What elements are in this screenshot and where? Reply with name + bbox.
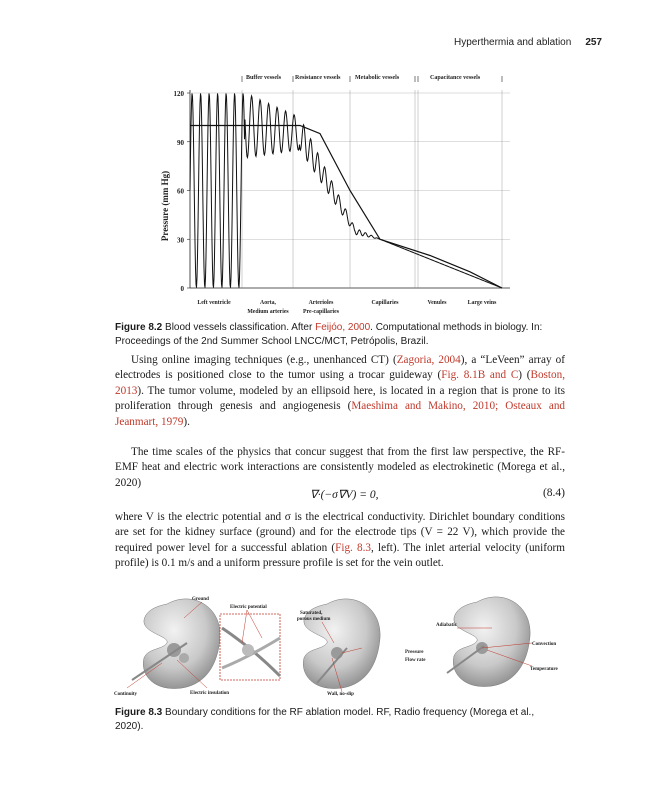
y-axis-label: Pressure (mm Hg)	[160, 170, 170, 242]
label-temperature: Temperature	[530, 667, 558, 672]
label-electric-potential: Electric potential	[230, 605, 267, 610]
label-ground: Ground	[192, 597, 209, 602]
x-label-pre-capillaries: Pre-capillaries	[303, 309, 339, 315]
fig2-text-a: Blood vessels classification. After	[165, 322, 316, 333]
y-tick-label-60: 60	[177, 187, 184, 196]
label-electric-insulation: Electric insulation	[190, 691, 230, 696]
equation-expression: ∇·(−σ∇V) = 0,	[310, 489, 379, 501]
label-convection: Convection	[532, 642, 557, 647]
label-saturated: Saturated,	[300, 611, 323, 616]
y-tick-label-90: 90	[177, 138, 184, 147]
x-label-large-veins: Large veins	[467, 300, 497, 306]
x-label-left-ventricle: Left ventricle	[197, 300, 231, 306]
fig3-label: Figure 8.3	[115, 707, 163, 718]
figure-8-3-kidney-models	[112, 588, 562, 703]
x-label-venules: Venules	[427, 300, 447, 306]
x-label-aorta: Aorta,	[260, 300, 276, 306]
top-label-resistance: Resistance vessels	[295, 75, 341, 81]
ref-fig-8-1[interactable]: Fig. 8.1B and C	[441, 369, 519, 382]
label-wall: Wall, no-slip	[327, 692, 354, 697]
fig2-label: Figure 8.2	[115, 322, 163, 333]
paragraph-2: The time scales of the physics that concur suggest that from the first law perspective, the RF-EMF heat and electric work interactions are consistently modeled as electrokinetic (Morega et al., 2020)	[115, 446, 565, 489]
ref-maeshima[interactable]: Maeshima and Makino, 2010; Osteaux and Jeanmart, 1979	[115, 400, 566, 428]
running-head	[454, 37, 602, 48]
top-label-capacitance: Capacitance vessels	[430, 75, 481, 81]
y-tick-label-120: 120	[173, 90, 184, 98]
figure-8-2-caption	[115, 321, 565, 349]
kidney-model-right	[447, 597, 530, 687]
label-adiabatic: Adiabatic	[436, 623, 457, 628]
ref-zagoria[interactable]: Zagoria, 2004	[396, 354, 461, 366]
ref-fig-8-3[interactable]: Fig. 8.3	[335, 541, 372, 554]
top-label-buffer: Buffer vessels	[246, 75, 282, 81]
y-tick-label-0: 0	[180, 285, 184, 293]
label-continuity: Continuity	[114, 692, 138, 697]
top-label-metabolic: Metabolic vessels	[355, 75, 400, 81]
figure-8-3-caption	[115, 706, 565, 734]
ref-boston[interactable]: Boston, 2013	[115, 369, 565, 397]
fig2-link[interactable]: Feijóo, 2000	[315, 322, 371, 333]
x-label-capillaries: Capillaries	[371, 300, 399, 306]
paragraph-3: where V is the electric potential and σ is the electrical conductivity. Dirichlet boundary conditions are set for the kidney surface (ground) and for the electrode tips (V = 22 V), which provide the required power level for a successful ablation (Fig. 8.3, left). The inlet arterial velocity (uniform profile) is 0.1 m/s and a uniform pressure profile is set for the vein outlet.	[115, 511, 565, 570]
running-title: Hyperthermia and ablation	[454, 37, 572, 48]
x-label-arterioles: Arterioles	[308, 300, 334, 306]
fig2-text-b: . Computational methods in biology. In: Proceedings of the 2nd Summer School LNCC/MCT, Petrópolis, Brazil.	[115, 322, 543, 347]
fig3-text: Boundary conditions for the RF ablation model. RF, Radio frequency (Morega et al., 2020).	[115, 707, 535, 732]
label-pressure: Pressure	[405, 650, 424, 655]
page-number: 257	[585, 37, 602, 48]
x-label-medium-arteries: Medium arteries	[247, 309, 289, 315]
blood-pressure-chart	[150, 68, 520, 318]
equation-number: (8.4)	[542, 487, 565, 499]
label-flow-rate: Flow rate	[405, 658, 426, 663]
paragraph-1: Using online imaging techniques (e.g., unenhanced CT) (Zagoria, 2004), a “LeVeen” array of electrodes is positioned close to the tumor using a trocar guideway (Fig. 8.1B and C) (Boston, 2013). The tumor volume, modeled by an ellipsoid here, is located in a region that is prone to its proliferation through genesis and angiogenesis (Maeshima and Makino, 2010; Osteaux and Jeanmart, 1979).	[115, 354, 566, 428]
y-tick-label-30: 30	[177, 236, 184, 245]
label-porous: porous medium	[297, 617, 331, 622]
